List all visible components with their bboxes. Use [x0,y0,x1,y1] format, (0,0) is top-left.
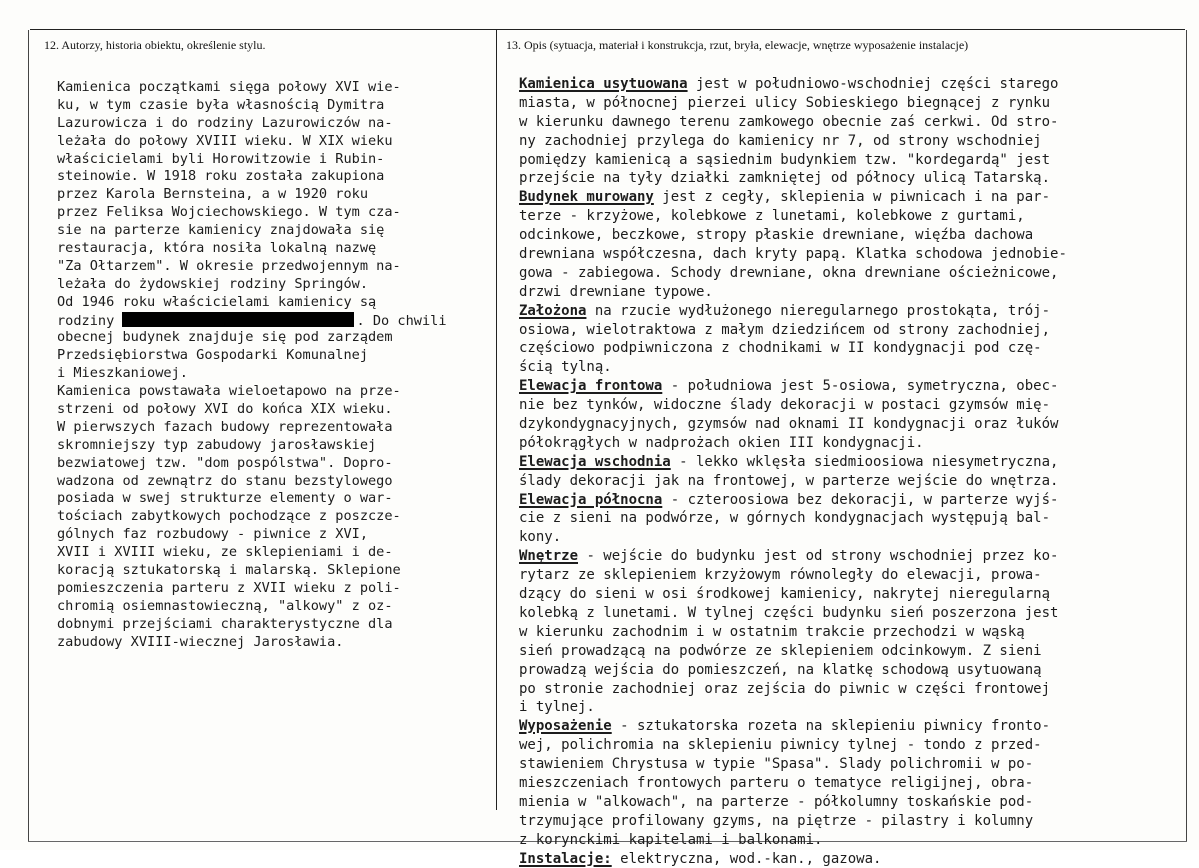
text-line [519,472,1179,491]
text-fragment: dzący do sieni w osi środkowej kamienicy, nakrytej nieregularną [519,586,1051,603]
text-line [519,642,1179,661]
left-border-line [28,30,29,842]
text-line [519,415,1179,434]
text-fragment: elektryczna, wod.-kan., gazowa. [611,850,882,867]
text-fragment: jest w południowo-wschodniej części starego [687,76,1059,92]
section-heading: Elewacja północna [519,491,663,508]
text-line: posiada w swej strukturze elementy o war- [57,490,393,507]
text-line [519,132,1179,151]
text-line [519,812,1179,831]
section-heading: Instalacje: [519,850,612,867]
text-fragment: rodziny [57,312,115,329]
text-line [519,831,1179,850]
right-border-line [1186,30,1187,842]
column-divider [496,30,497,810]
text-line [519,245,1179,264]
text-line [519,623,1179,642]
text-line: bezwiatowej tzw. "dom pospólstwa". Dopro- [57,454,393,471]
text-fragment: rytarz ze sklepieniem krzyżowym równoległy do elewacji, prowa- [519,567,1042,584]
section-heading-line [519,302,1179,321]
text-fragment: z korynckimi kapitelami i balkonami. [519,831,823,848]
text-fragment: - sztukatorska rozeta na sklepieniu piwnicy fronto- [611,718,1051,735]
text-line [519,736,1179,755]
text-fragment: pomiędzy kamienicą a sąsiednim budynkiem tzw. "kordegardą" jest [519,151,1051,168]
text-fragment: - wejście do budynku jest od strony wschodniej przez ko- [578,548,1059,565]
section-heading: Wyposażenie [519,718,612,735]
section-heading-line [519,75,1179,94]
text-fragment: drzwi drewniane typowe. [519,283,713,300]
text-fragment: ny zachodniej przylega do kamienicy nr 7, od strony wschodniej [519,132,1042,149]
redaction-bar [122,312,354,327]
text-line: ku, w tym czasie była własnością Dymitra [57,96,385,113]
text-line: skromniejszy typ zabudowy jarosławskiej [57,436,377,453]
text-line [519,434,1179,453]
text-line: Przedsiębiorstwa Gospodarki Komunalnej [57,347,368,364]
section-heading: Elewacja frontowa [519,378,663,395]
text-line: Lazurowicza i do rodziny Lazurowiczów na- [57,114,393,131]
text-fragment: mieszczeniach frontowych parteru o tematyce religijnej, obra- [519,774,1034,791]
text-fragment: osiowa, wielotraktowa z małym dziedzińcem od strony zachodniej, [519,321,1051,338]
text-line: przez Karola Bernsteina, a w 1920 roku [57,186,368,203]
section-heading: Wnętrze [519,548,579,565]
text-fragment: terze - krzyżowe, kolebkowe z lunetami, kolebkowe z gurtami, [519,208,1025,225]
text-fragment: ślady dekoracji jak na frontowej, w parterze wejście do wnętrza. [519,472,1059,489]
text-fragment: półokrągłych w nadprożach okien III kondygnacji. [519,434,924,451]
text-fragment: drewniana współczesna, dach kryty papą. Klatka schodowa jednobie- [519,246,1067,263]
text-fragment: ścią tylną. [519,359,612,376]
text-line [519,113,1179,132]
text-line: przez Feliksa Wojciechowskiego. W tym cza- [57,204,401,221]
description-text-block [519,75,1179,868]
text-line [519,661,1179,680]
text-line [519,321,1179,340]
text-fragment: jest z cegły, sklepienia w piwnicach i na par- [653,189,1051,206]
text-line [519,528,1179,547]
section-heading: Elewacja wschodnia [519,453,671,470]
text-line [519,396,1179,415]
text-line [519,169,1179,188]
text-line [519,585,1179,604]
history-text-block [57,79,487,652]
section-heading: Budynek murowany [519,189,654,206]
text-line [519,283,1179,302]
text-line: Od 1946 roku właścicielami kamienicy są [57,293,377,310]
text-line: tościach zabytkowych pochodzące z poszcze- [57,508,401,525]
text-line: gólnych faz rozbudowy - piwnice z XVI, [57,526,368,543]
text-fragment: dzykondygnacyjnych, gzymsów nad oknami II kondygnacji oraz łuków [519,416,1059,433]
text-fragment: - czteroosiowa bez dekoracji, w parterze wyjś- [662,491,1059,508]
text-fragment: w kierunku dawnego terenu zamkowego obecnie zaś cerkwi. Od stro- [519,113,1059,130]
text-fragment: kolebką z lunetami. W tylnej części budynku sień poszerzona jest [519,604,1059,621]
text-fragment: stawieniem Chrystusa w typie "Spasa". Slady polichromii w po- [519,756,1034,773]
text-line: W pierwszych fazach budowy reprezentowała [57,418,393,435]
text-line [519,358,1179,377]
text-line: wadzona od zewnątrz do stanu bezstylowego [57,472,393,489]
text-fragment: przejście na tyły działki zamkniętej od północy ulicą Tatarską. [519,170,1051,187]
text-fragment: w kierunku zachodnim i w ostatnim trakcie przechodzi w wąską [519,623,1025,640]
text-fragment: gowa - zabiegowa. Schody drewniane, okna drewniane ościeżnicowe, [519,264,1059,281]
text-line: zabudowy XVIII-wiecznej Jarosławia. [57,633,344,650]
section-heading-line [519,850,1179,868]
section-13-header: 13. Opis (sytuacja, materiał i konstrukcja, rzut, bryła, elewacje, wnętrze wyposażenie instalacje) [506,38,969,52]
text-line: "Za Ołtarzem". W okresie przedwojennym na- [57,257,401,274]
text-fragment: cie z sieni na podwórze, w górnych kondygnacjach występują bal- [519,510,1051,527]
text-fragment: mienia w "alkowach", na parterze - półkolumny toskańskie pod- [519,793,1034,810]
text-line [519,774,1179,793]
text-line: leżała do połowy XVIII wieku. W XIX wieku [57,132,393,149]
text-line [519,680,1179,699]
text-line [519,604,1179,623]
text-line [519,755,1179,774]
text-line: obecnej budynek znajduje się pod zarządem [57,329,393,346]
text-fragment: i tylnej. [519,699,595,716]
text-line: Kamienica powstawała wieloetapowo na prze- [57,383,401,400]
text-line: koracją sztukatorską i malarską. Sklepione [57,562,401,579]
section-heading-line [519,547,1179,566]
text-line [519,793,1179,812]
section-heading-line [519,491,1179,510]
text-line: właścicielami byli Horowitzowie i Rubin- [57,150,385,167]
text-fragment: sień prowadzącą na podwórze ze sklepieniem odcinkowym. Z sieni [519,642,1042,659]
text-line [519,566,1179,585]
section-heading: Założona [519,302,587,319]
text-fragment: na rzucie wydłużonego nieregularnego prostokąta, trój- [586,302,1051,319]
text-line: Kamienica początkami sięga połowy XVI wie- [57,79,401,95]
text-fragment: . Do chwili [356,312,447,329]
text-fragment: wej, polichromia na sklepieniu piwnicy tylnej - tondo z przed- [519,737,1042,754]
text-line: restauracja, która nosiła lokalną nazwę [57,240,377,257]
text-line [519,94,1179,113]
text-fragment: - lekko wklęsła siedmioosiowa niesymetryczna, [670,453,1059,470]
text-line: sie na parterze kamienicy znajdowała się [57,222,385,239]
text-line [519,698,1179,717]
section-heading-line [519,453,1179,472]
text-line [519,339,1179,358]
text-line: steinowie. W 1918 roku została zakupiona [57,168,385,185]
text-line: chromią osiemnastowieczną, "alkowy" z oz- [57,597,393,614]
text-fragment: po stronie zachodniej oraz zejścia do piwnic w części frontowej [519,680,1051,697]
top-border-line [30,29,1185,30]
section-heading-line [519,188,1179,207]
text-fragment: prowadzą wejścia do pomieszczeń, na klatkę schodową usytuowaną [519,661,1042,678]
section-heading-line [519,717,1179,736]
text-line: strzeni od połowy XVI do końca XIX wieku. [57,401,393,418]
text-line: dobnymi przejściami charakterystyczne dla [57,615,393,632]
text-line: i Mieszkaniowej. [57,365,188,382]
text-fragment: częściowo podpiwniczona z chodnikami w II kondygnacji pod czę- [519,340,1042,357]
text-fragment: kony. [519,529,562,546]
text-line [519,264,1179,283]
text-fragment: - południowa jest 5-osiowa, symetryczna, obec- [662,378,1059,395]
section-12-header: 12. Autorzy, historia obiektu, określenie stylu. [44,38,266,52]
text-line-redacted [57,312,487,330]
text-line: pomieszczenia parteru z XVII wieku z poli- [57,579,401,596]
text-fragment: odcinkowe, beczkowe, stropy płaskie drewniane, więźba dachowa [519,227,1034,244]
text-line [519,207,1179,226]
section-heading: Kamienica usytuowana [519,76,688,92]
section-heading-line [519,377,1179,396]
text-line [519,509,1179,528]
text-fragment: miasta, w północnej pierzei ulicy Sobieskiego biegnącej z rynku [519,94,1051,111]
text-line [519,226,1179,245]
text-line: XVII i XVIII wieku, ze sklepieniami i de- [57,544,393,561]
text-line: leżała do żydowskiej rodziny Springów. [57,275,368,292]
text-line [519,151,1179,170]
text-fragment: trzymujące profilowany gzyms, na piętrze - pilastry i kolumny [519,812,1034,829]
text-fragment: nie bez tynków, widoczne ślady dekoracji w postaci gzymsów mię- [519,397,1051,414]
